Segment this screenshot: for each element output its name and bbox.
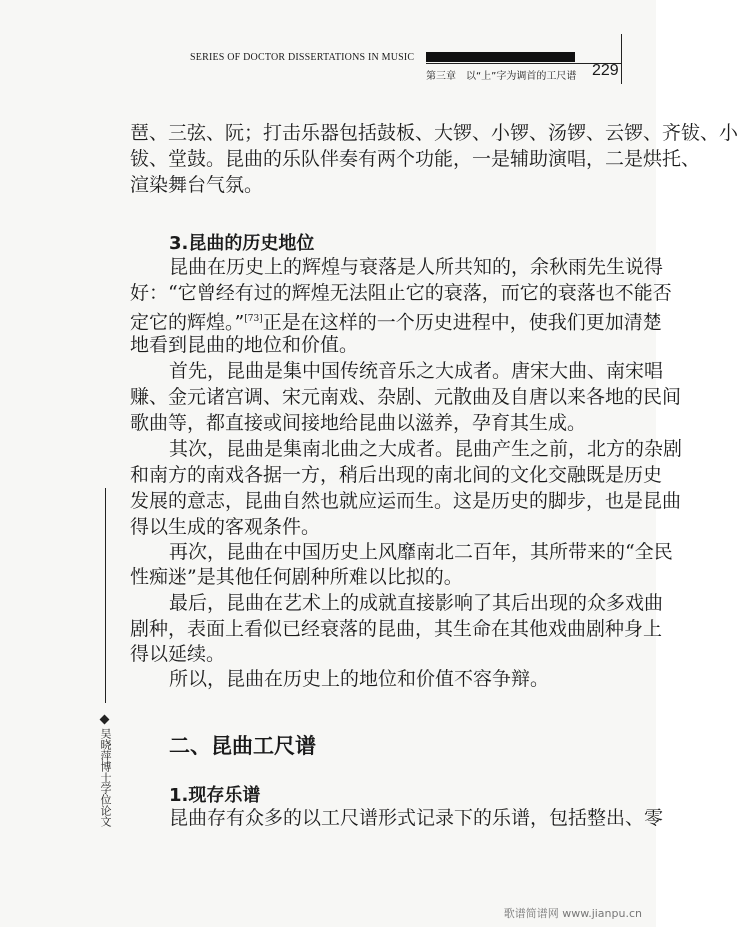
paragraph-line: 最后，昆曲在艺术上的成就直接影响了其后出现的众多戏曲 (169, 592, 664, 614)
text: 正是在这样的一个历史进程中，使我们更加清楚 (262, 311, 662, 334)
paragraph-line: 昆曲存有众多的以工尺谱形式记录下的乐谱，包括整出、零 (169, 807, 664, 829)
paragraph-line: 渲染舞台气氛。 (130, 174, 264, 196)
paragraph-line: 所以，昆曲在历史上的地位和价值不容争辩。 (169, 668, 550, 690)
quote-end: 定它的辉煌。” (130, 311, 245, 334)
paragraph-line: 赚、金元诸宫调、宋元南戏、杂剧、元散曲及自唐以来各地的民间 (130, 386, 682, 408)
subsection-heading: 1.现存乐谱 (169, 785, 261, 806)
section-heading: 3.昆曲的历史地位 (169, 233, 315, 254)
paragraph-line: 性痴迷”是其他任何剧种所难以比拟的。 (130, 566, 463, 588)
footnote-ref[interactable]: [73] (244, 314, 263, 324)
paragraph-line: 钹、堂鼓。昆曲的乐队伴奏有两个功能，一是辅助演唱，二是烘托、 (130, 148, 701, 170)
page-number: 229 (592, 62, 619, 79)
series-title: SERIES OF DOCTOR DISSERTATIONS IN MUSIC (190, 52, 415, 63)
paragraph-line (130, 307, 662, 334)
header-black-bar (426, 52, 575, 62)
paragraph-line: 其次，昆曲是集南北曲之大成者。昆曲产生之前，北方的杂剧 (169, 438, 683, 460)
margin-rule (105, 488, 106, 703)
paragraph-line: 歌曲等，都直接或间接地给昆曲以滋养，孕育其生成。 (130, 412, 587, 434)
paragraph-line: 好：“它曾经有过的辉煌无法阻止它的衰落，而它的衰落也不能否 (130, 282, 672, 304)
paragraph-line: 发展的意志，昆曲自然也就应运而生。这是历史的脚步，也是昆曲 (130, 490, 682, 512)
paragraph-line: 得以延续。 (130, 643, 226, 665)
paragraph-line: 琶、三弦、阮；打击乐器包括鼓板、大锣、小锣、汤锣、云锣、齐钹、小 (130, 122, 738, 144)
paragraph-line: 首先，昆曲是集中国传统音乐之大成者。唐宋大曲、南宋唱 (169, 360, 664, 382)
paragraph-line: 再次，昆曲在中国历史上风靡南北二百年，其所带来的“全民 (169, 541, 673, 563)
side-author-label: 吴晓萍博士学位论文 (99, 728, 112, 827)
diamond-bullet-icon (100, 715, 110, 725)
chapter-section-heading: 二、昆曲工尺谱 (169, 734, 316, 758)
paragraph-line: 剧种，表面上看似已经衰落的昆曲，其生命在其他戏曲剧种身上 (130, 618, 663, 640)
paragraph-line: 地看到昆曲的地位和价值。 (130, 334, 359, 356)
paragraph-line: 和南方的南戏各据一方，稍后出现的南北间的文化交融既是历史 (130, 464, 663, 486)
chapter-title: 第三章 以“上”字为调首的工尺谱 (426, 71, 577, 82)
paragraph-line: 得以生成的客观条件。 (130, 516, 321, 538)
header-vertical-rule (621, 34, 622, 84)
watermark: 歌谱简谱网 www.jianpu.cn (503, 907, 642, 920)
paragraph-line: 昆曲在历史上的辉煌与衰落是人所共知的，余秋雨先生说得 (169, 256, 664, 278)
